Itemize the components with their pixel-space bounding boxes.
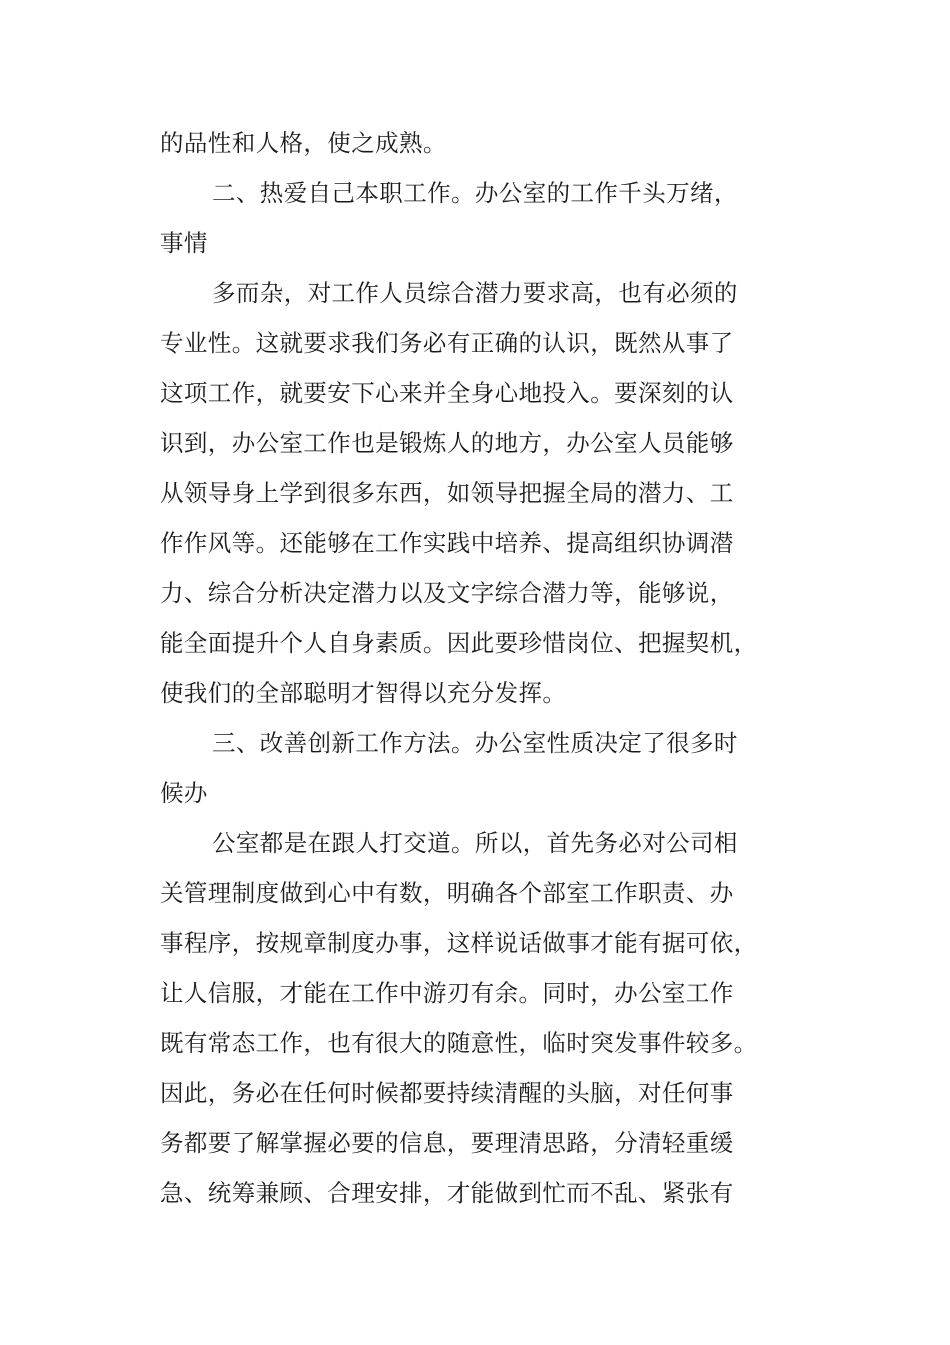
section-heading-2: 二、热爱自己本职工作。办公室的工作千头万绪，: [212, 179, 738, 207]
text-line: 关管理制度做到心中有数，明确各个部室工作职责、办: [160, 879, 734, 907]
text-line: 从领导身上学到很多东西，如领导把握全局的潜力、工: [160, 479, 734, 507]
text-line: 既有常态工作，也有很大的随意性，临时突发事件较多。: [160, 1029, 758, 1057]
text-line: 务都要了解掌握必要的信息，要理清思路，分清轻重缓: [160, 1129, 734, 1157]
text-line: 候办: [160, 779, 208, 807]
text-line: 让人信服，才能在工作中游刃有余。同时，办公室工作: [160, 979, 734, 1007]
paragraph-start: 多而杂，对工作人员综合潜力要求高，也有必须的: [212, 279, 738, 307]
text-line: 力、综合分析决定潜力以及文字综合潜力等，能够说，: [160, 579, 734, 607]
text-line: 急、统筹兼顾、合理安排，才能做到忙而不乱、紧张有: [160, 1179, 734, 1207]
text-line: 使我们的全部聪明才智得以充分发挥。: [160, 679, 567, 707]
text-line: 事程序，按规章制度办事，这样说话做事才能有据可依，: [160, 929, 758, 957]
text-line: 作作风等。还能够在工作实践中培养、提高组织协调潜: [160, 529, 734, 557]
text-line: 因此，务必在任何时候都要持续清醒的头脑，对任何事: [160, 1079, 734, 1107]
text-line: 专业性。这就要求我们务必有正确的认识，既然从事了: [160, 329, 734, 357]
section-heading-3: 三、改善创新工作方法。办公室性质决定了很多时: [212, 729, 738, 757]
text-line: 识到，办公室工作也是锻炼人的地方，办公室人员能够: [160, 429, 734, 457]
text-line: 能全面提升个人自身素质。因此要珍惜岗位、把握契机，: [160, 629, 758, 657]
paragraph-start: 公室都是在跟人打交道。所以，首先务必对公司相: [212, 829, 738, 857]
text-line: 这项工作，就要安下心来并全身心地投入。要深刻的认: [160, 379, 734, 407]
text-line: 事情: [160, 229, 208, 257]
text-line: 的品性和人格，使之成熟。: [160, 129, 447, 157]
